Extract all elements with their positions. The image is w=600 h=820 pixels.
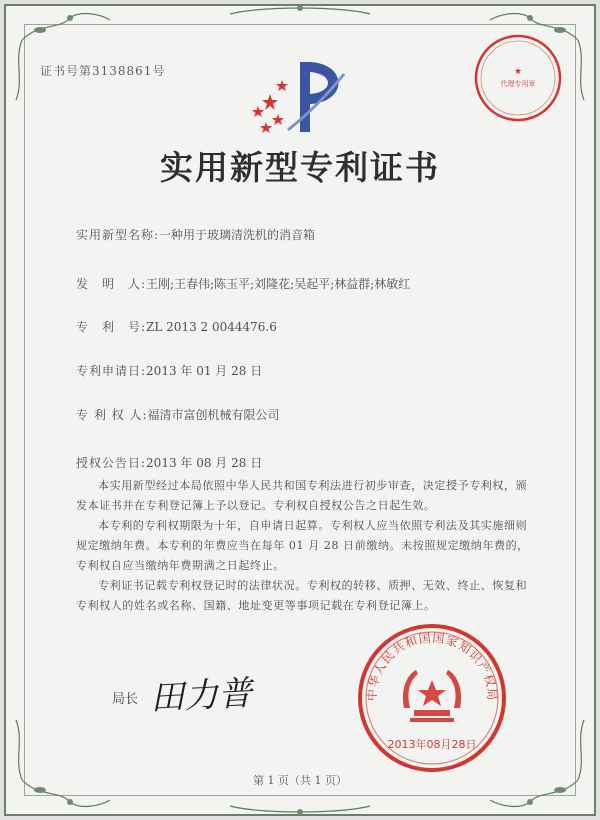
svg-text:★: ★ [513, 67, 523, 77]
certificate-body-text [76, 476, 534, 616]
page-number: 第 1 页（共 1 页） [253, 774, 347, 787]
field-value: 2013 年 01 月 28 日 [146, 364, 263, 378]
agency-seal-icon [470, 30, 566, 126]
official-seal-icon [352, 618, 512, 778]
certificate-title: 实用新型专利证书 [160, 148, 440, 187]
svg-text:代理专用章: 代理专用章 [500, 80, 536, 88]
field-value: 一种用于玻璃清洗机的消音箱 [159, 228, 316, 242]
patent-office-logo-icon [248, 54, 358, 134]
body-paragraph: 本实用新型经过本局依照中华人民共和国专利法进行初步审查，决定授予专利权，颁发本证书并在专利登记簿上予以登记。专利权自授权公告之日起生效。 [76, 479, 528, 512]
field-label: 专 利 号: [76, 320, 147, 334]
field-utility-model-name [76, 226, 315, 243]
field-value: 王刚;王春伟;陈玉平;刘隆花;吴起平;林益群;林敏红 [146, 277, 411, 291]
field-patent-number [76, 318, 277, 335]
field-inventors [76, 275, 410, 292]
field-value: 2013 年 08 月 28 日 [146, 456, 263, 470]
field-label: 专利申请日: [76, 364, 147, 378]
field-label: 授权公告日: [76, 456, 147, 470]
director-signature: 田力普 [149, 673, 254, 719]
field-grant-date [76, 454, 262, 471]
field-label: 实用新型名称: [76, 228, 160, 242]
field-patentee [76, 406, 280, 423]
seal-arc-text: 中华人民共和国国家知识产权局 [364, 630, 500, 702]
director-label: 局长 [112, 692, 139, 707]
body-paragraph: 本专利的专利权期限为十年，自申请日起算。专利权人应当依照专利法及其实施细则规定缴纳年费。本专利的年费应当在每年 01 月 28 日前缴纳。未按照规定缴纳年费的，专利权自应当缴纳年费期满之日起终止。 [76, 519, 529, 572]
field-value: 福清市富创机械有限公司 [147, 408, 280, 422]
body-paragraph: 专利证书记载专利权登记时的法律状况。专利权的转移、质押、无效、终止、恢复和专利权人的姓名或名称、国籍、地址变更等事项记载在专利登记簿上。 [76, 579, 528, 612]
field-label: 发 明 人: [76, 277, 147, 291]
field-value: ZL 2013 2 0044476.6 [146, 320, 277, 334]
certificate-number: 证书号第3138861号 [40, 64, 166, 78]
field-filing-date [76, 362, 262, 379]
field-label: 专 利 权 人: [76, 408, 148, 422]
seal-date: 2013年08月28日 [387, 738, 477, 751]
